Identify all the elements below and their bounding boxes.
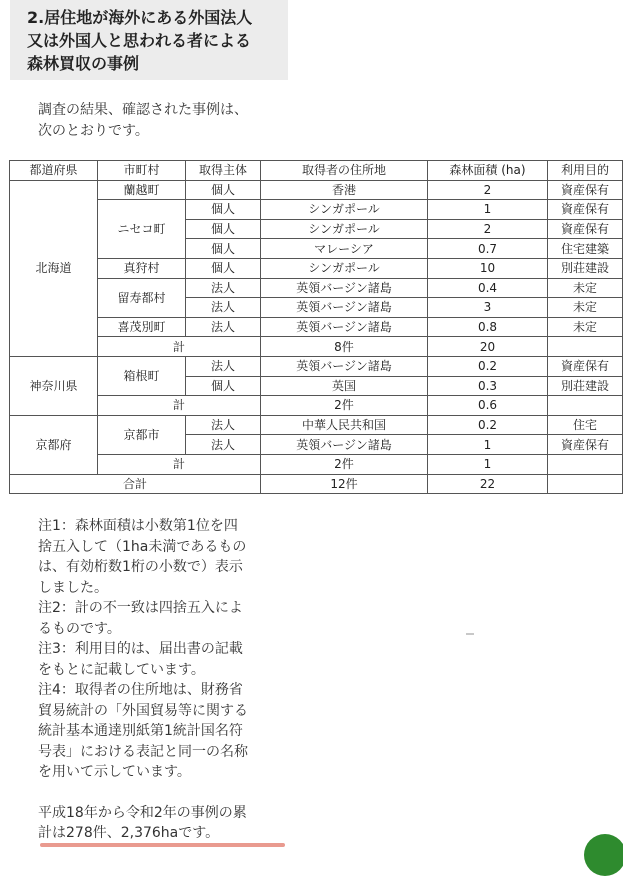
- table-row: [10, 356, 623, 376]
- municipality-cell: ニセコ町: [98, 200, 186, 259]
- purpose-cell: 資産保有: [548, 180, 623, 200]
- address-cell: 英領バージン諸島: [261, 435, 428, 455]
- area-cell: 0.8: [428, 317, 548, 337]
- subtotal-purpose-empty: [548, 454, 623, 474]
- purpose-cell: 別荘建設: [548, 376, 623, 396]
- address-cell: 英領バージン諸島: [261, 356, 428, 376]
- table-row: [10, 180, 623, 200]
- area-cell: 1: [428, 435, 548, 455]
- table-row: [10, 200, 623, 220]
- note-line: を用いて示しています。: [38, 764, 191, 780]
- subtotal-row: [10, 454, 623, 474]
- address-cell: マレーシア: [261, 239, 428, 259]
- section-heading: [10, 0, 288, 80]
- header-municipality: 市町村: [98, 161, 186, 181]
- municipality-cell: 留寿都村: [98, 278, 186, 317]
- note-line: るものです。: [38, 620, 121, 637]
- header-forest-area: 森林面積 (ha): [428, 161, 548, 181]
- note-line: 注4：取得者の住所地は、財務省: [38, 682, 243, 698]
- subtotal-area: 1: [428, 454, 548, 474]
- purpose-cell: 資産保有: [548, 435, 623, 455]
- header-acquirer: 取得主体: [186, 161, 261, 181]
- intro-line: 調査の結果、確認された事例は、: [38, 102, 248, 118]
- heading-line: 2.居住地が海外にある外国法人: [27, 8, 253, 27]
- address-cell: 香港: [261, 180, 428, 200]
- subtotal-purpose-empty: [548, 337, 623, 357]
- table-row: [10, 258, 623, 278]
- total-label: 合計: [10, 474, 261, 494]
- address-cell: 英領バージン諸島: [261, 298, 428, 318]
- address-cell: シンガポール: [261, 219, 428, 239]
- summary-underline: [40, 843, 285, 847]
- area-cell: 2: [428, 219, 548, 239]
- address-cell: 中華人民共和国: [261, 415, 428, 435]
- purpose-cell: 未定: [548, 317, 623, 337]
- area-cell: 0.3: [428, 376, 548, 396]
- table-row: [10, 278, 623, 298]
- subtotal-purpose-empty: [548, 396, 623, 416]
- note-line: をもとに記載しています。: [38, 661, 205, 678]
- municipality-cell: 京都市: [98, 415, 186, 454]
- purpose-cell: 未定: [548, 298, 623, 318]
- note-line: は、有効桁数1桁の小数で）表示: [38, 559, 243, 575]
- decorative-speck: [466, 633, 474, 635]
- municipality-cell: 蘭越町: [98, 180, 186, 200]
- address-cell: 英国: [261, 376, 428, 396]
- prefecture-cell: 北海道: [10, 180, 98, 356]
- area-cell: 0.2: [428, 356, 548, 376]
- subtotal-count: 8件: [261, 337, 428, 357]
- intro-line: 次のとおりです。: [38, 123, 149, 139]
- heading-line: 森林買収の事例: [27, 54, 140, 73]
- note-line: 注3：利用目的は、届出書の記載: [38, 641, 243, 657]
- total-row: [10, 474, 623, 494]
- purpose-cell: 未定: [548, 278, 623, 298]
- subtotal-count: 2件: [261, 396, 428, 416]
- area-cell: 2: [428, 180, 548, 200]
- subtotal-label: 計: [98, 454, 261, 474]
- prefecture-cell: 京都府: [10, 415, 98, 474]
- purpose-cell: 資産保有: [548, 200, 623, 220]
- area-cell: 0.2: [428, 415, 548, 435]
- forest-acquisition-table: [9, 160, 623, 494]
- cumulative-summary: [38, 803, 268, 844]
- table-header-row: [10, 161, 623, 181]
- subtotal-count: 2件: [261, 454, 428, 474]
- note-line: 捨五入して（1ha未満であるもの: [38, 538, 247, 555]
- header-purpose: 利用目的: [548, 161, 623, 181]
- subtotal-label: 計: [98, 337, 261, 357]
- address-cell: 英領バージン諸島: [261, 317, 428, 337]
- prefecture-cell: 神奈川県: [10, 356, 98, 415]
- address-cell: シンガポール: [261, 258, 428, 278]
- acquirer-cell: 個人: [186, 376, 261, 396]
- summary-line: 計は278件、2,376haです。: [38, 825, 220, 841]
- municipality-cell: 真狩村: [98, 258, 186, 278]
- acquirer-cell: 個人: [186, 258, 261, 278]
- purpose-cell: 住宅建築: [548, 239, 623, 259]
- area-cell: 1: [428, 200, 548, 220]
- heading-line: 又は外国人と思われる者による: [27, 31, 252, 50]
- subtotal-area: 0.6: [428, 396, 548, 416]
- acquirer-cell: 法人: [186, 435, 261, 455]
- acquirer-cell: 法人: [186, 415, 261, 435]
- acquirer-cell: 法人: [186, 317, 261, 337]
- note-line: 貿易統計の「外国貿易等に関する: [38, 702, 248, 719]
- subtotal-label: 計: [98, 396, 261, 416]
- floating-action-button[interactable]: [584, 834, 623, 876]
- area-cell: 10: [428, 258, 548, 278]
- table-row: [10, 317, 623, 337]
- purpose-cell: 資産保有: [548, 356, 623, 376]
- total-purpose-empty: [548, 474, 623, 494]
- area-cell: 3: [428, 298, 548, 318]
- municipality-cell: 箱根町: [98, 356, 186, 395]
- acquirer-cell: 法人: [186, 298, 261, 318]
- intro-text: [38, 100, 248, 142]
- acquirer-cell: 個人: [186, 180, 261, 200]
- notes-section: [38, 516, 268, 844]
- purpose-cell: 資産保有: [548, 219, 623, 239]
- subtotal-area: 20: [428, 337, 548, 357]
- area-cell: 0.4: [428, 278, 548, 298]
- note-line: 号表」における表記と同一の名称: [38, 743, 248, 760]
- purpose-cell: 別荘建設: [548, 258, 623, 278]
- acquirer-cell: 個人: [186, 200, 261, 220]
- municipality-cell: 喜茂別町: [98, 317, 186, 337]
- address-cell: 英領バージン諸島: [261, 278, 428, 298]
- area-cell: 0.7: [428, 239, 548, 259]
- note-line: 統計基本通達別紙第1統計国名符: [38, 723, 243, 739]
- table-row: [10, 415, 623, 435]
- address-cell: シンガポール: [261, 200, 428, 220]
- total-area: 22: [428, 474, 548, 494]
- acquirer-cell: 個人: [186, 219, 261, 239]
- acquirer-cell: 法人: [186, 278, 261, 298]
- acquirer-cell: 法人: [186, 356, 261, 376]
- total-count: 12件: [261, 474, 428, 494]
- subtotal-row: [10, 337, 623, 357]
- note-line: 注1：森林面積は小数第1位を四: [38, 518, 238, 534]
- subtotal-row: [10, 396, 623, 416]
- summary-line: 平成18年から令和2年の事例の累: [38, 804, 247, 821]
- acquirer-cell: 個人: [186, 239, 261, 259]
- note-line: しました。: [38, 579, 108, 596]
- header-address: 取得者の住所地: [261, 161, 428, 181]
- header-prefecture: 都道府県: [10, 161, 98, 181]
- purpose-cell: 住宅: [548, 415, 623, 435]
- note-line: 注2：計の不一致は四捨五入によ: [38, 600, 243, 616]
